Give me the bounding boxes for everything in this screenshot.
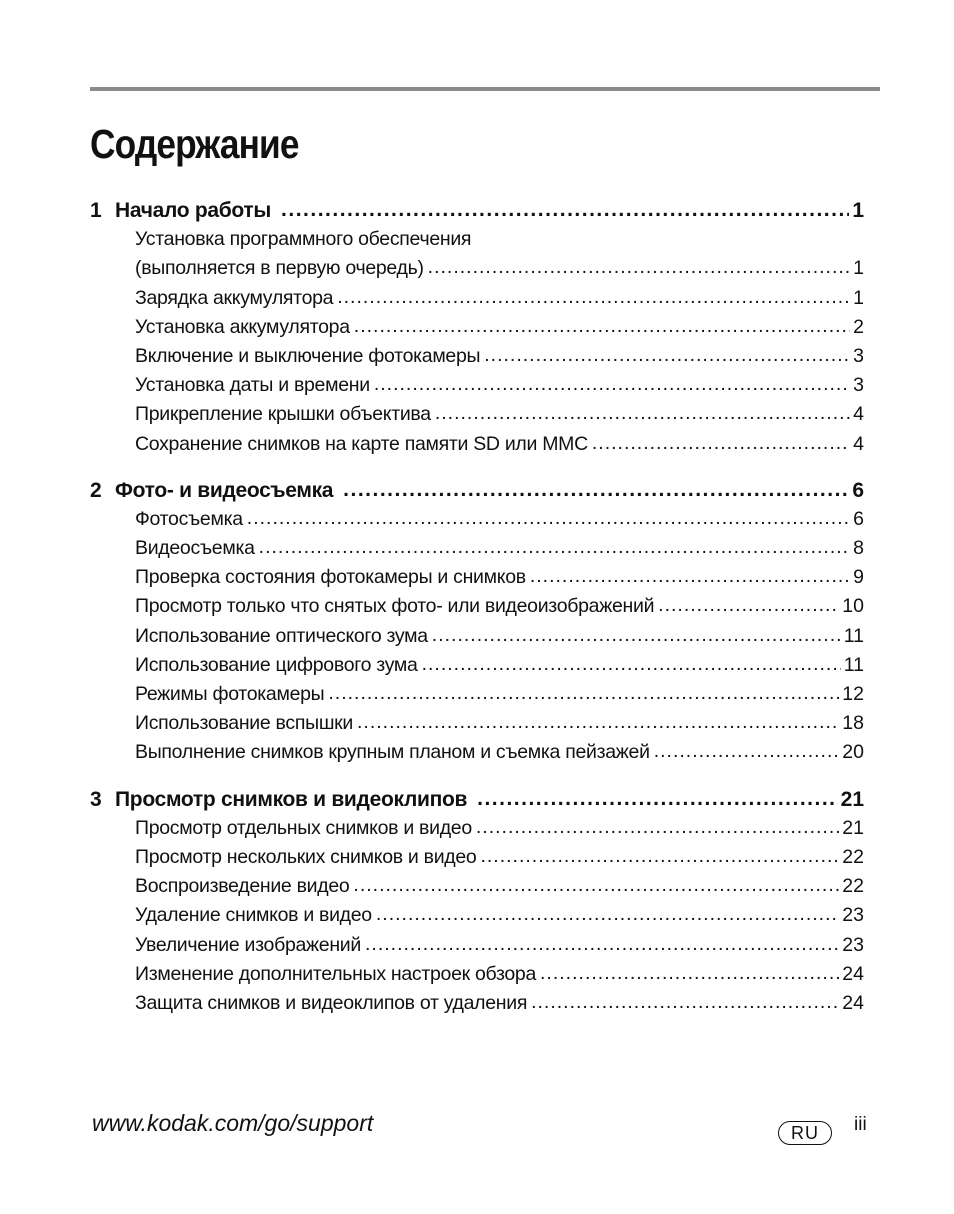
dot-leader xyxy=(353,871,839,900)
toc-entry-page: 22 xyxy=(842,875,864,898)
toc-entry-page: 2 xyxy=(853,315,864,338)
support-url-link[interactable]: www.kodak.com/go/support xyxy=(92,1110,374,1136)
toc-entry-label: Прикрепление крышки объектива xyxy=(135,403,431,426)
toc-entry-page: 9 xyxy=(853,566,864,589)
toc-entry[interactable] xyxy=(90,814,864,843)
dot-leader xyxy=(480,842,839,871)
toc-entry[interactable] xyxy=(90,709,864,738)
toc-entry-page: 22 xyxy=(842,845,864,868)
dot-leader xyxy=(428,253,850,282)
toc-entry-page: 11 xyxy=(843,624,864,647)
toc-entry-page: 1 xyxy=(853,286,864,309)
toc-entry-page: 23 xyxy=(842,933,864,956)
chapter-number: 1 xyxy=(90,199,102,222)
toc-entry[interactable] xyxy=(90,225,864,254)
dot-leader xyxy=(540,959,839,988)
toc-entry[interactable] xyxy=(90,738,864,767)
toc-entry[interactable] xyxy=(90,960,864,989)
chapter-page-number: 1 xyxy=(852,199,864,222)
dot-leader xyxy=(259,533,850,562)
dot-leader xyxy=(337,283,850,312)
chapter-title: Просмотр снимков и видеоклипов xyxy=(115,787,468,811)
dot-leader xyxy=(376,900,839,929)
dot-leader xyxy=(658,591,839,620)
toc-entry[interactable] xyxy=(90,430,864,459)
toc-entry[interactable] xyxy=(90,872,864,901)
dot-leader xyxy=(654,737,840,766)
chapter-page-number: 21 xyxy=(840,787,864,811)
toc-entry-page: 3 xyxy=(853,344,864,367)
toc-entry-page: 8 xyxy=(853,537,864,560)
dot-leader xyxy=(247,504,850,533)
toc-entry[interactable] xyxy=(90,534,864,563)
toc-entry-label: Просмотр отдельных снимков и видео xyxy=(135,816,472,839)
toc-entry-page: 21 xyxy=(842,816,864,839)
page-number: iii xyxy=(854,1114,867,1135)
dot-leader xyxy=(592,429,850,458)
chapter-heading[interactable] xyxy=(90,476,864,505)
dot-leader xyxy=(477,784,838,813)
toc-entry-label: Сохранение снимков на карте памяти SD или MMC xyxy=(135,432,588,455)
chapter-title: Фото- и видеосъемка xyxy=(115,478,334,502)
toc-entry-page: 11 xyxy=(843,653,864,676)
chapter-page-number: 6 xyxy=(852,478,864,502)
dot-leader xyxy=(531,988,839,1017)
toc-entry-label: Установка аккумулятора xyxy=(135,315,350,338)
toc-entry-label: Выполнение снимков крупным планом и съемка пейзажей xyxy=(135,741,650,764)
chapter-3 xyxy=(90,785,864,1019)
chapter-title: Начало работы xyxy=(115,199,272,222)
dot-leader xyxy=(354,312,850,341)
toc-entry-page: 1 xyxy=(853,257,864,280)
toc-entry[interactable] xyxy=(90,505,864,534)
toc-entry[interactable] xyxy=(90,931,864,960)
dot-leader xyxy=(281,195,849,224)
toc-entry[interactable] xyxy=(90,313,864,342)
toc-entry-label: Проверка состояния фотокамеры и снимков xyxy=(135,566,526,589)
toc-entry-label: Видеосъемка xyxy=(135,537,255,560)
toc-entry-label: Зарядка аккумулятора xyxy=(135,286,334,309)
toc-entry[interactable] xyxy=(90,651,864,680)
toc-entry-label: Фотосъемка xyxy=(135,507,243,530)
toc-entry-page: 20 xyxy=(842,741,864,764)
toc-entry-label: Использование оптического зума xyxy=(135,624,428,647)
toc-entry[interactable] xyxy=(90,989,864,1018)
toc-entry[interactable] xyxy=(90,680,864,709)
page-title: Содержание xyxy=(90,121,299,167)
toc-entry[interactable] xyxy=(90,563,864,592)
toc-entry[interactable] xyxy=(90,254,864,283)
toc-entry-label: Увеличение изображений xyxy=(135,933,361,956)
top-rule xyxy=(90,87,880,91)
dot-leader xyxy=(435,399,850,428)
toc-entry-label: Воспроизведение видео xyxy=(135,875,350,898)
toc-entry-page: 3 xyxy=(853,374,864,397)
toc-entry-page: 6 xyxy=(853,507,864,530)
dot-leader xyxy=(343,475,849,504)
toc-entry-label: Использование вспышки xyxy=(135,712,353,735)
toc-entry[interactable] xyxy=(90,284,864,313)
chapter-1 xyxy=(90,196,864,459)
dot-leader xyxy=(328,679,839,708)
toc-entry[interactable] xyxy=(90,622,864,651)
toc-entry-label: Режимы фотокамеры xyxy=(135,683,325,705)
toc-entry-label: Просмотр нескольких снимков и видео xyxy=(135,845,477,868)
toc-entry-label: (выполняется в первую очередь) xyxy=(135,257,424,280)
toc-entry[interactable] xyxy=(90,400,864,429)
chapter-2 xyxy=(90,476,864,768)
toc-entry-label: Удаление снимков и видео xyxy=(135,904,372,927)
toc-entry-label: Установка программного обеспечения xyxy=(135,228,472,251)
toc-entry[interactable] xyxy=(90,592,864,621)
table-of-contents xyxy=(90,196,864,1035)
chapter-number: 3 xyxy=(90,787,102,811)
toc-entry-page: 24 xyxy=(842,991,864,1014)
dot-leader xyxy=(374,370,850,399)
dot-leader xyxy=(357,708,839,737)
toc-entry-label: Установка даты и времени xyxy=(135,374,370,397)
toc-entry-label: Защита снимков и видеоклипов от удаления xyxy=(135,991,528,1014)
toc-entry-page: 10 xyxy=(842,595,864,618)
toc-entry-label: Просмотр только что снятых фото- или видеоизображений xyxy=(135,595,655,618)
toc-entry-label: Использование цифрового зума xyxy=(135,653,418,676)
toc-entry-page: 4 xyxy=(853,403,864,426)
chapter-heading[interactable] xyxy=(90,196,864,225)
toc-entry-page: 18 xyxy=(842,712,864,735)
toc-entry-page: 4 xyxy=(853,432,864,455)
dot-leader xyxy=(432,621,841,650)
language-badge: RU xyxy=(778,1121,832,1145)
toc-entry-page: 24 xyxy=(842,962,864,985)
toc-entry[interactable] xyxy=(90,342,864,371)
chapter-number: 2 xyxy=(90,478,102,502)
dot-leader xyxy=(476,813,839,842)
chapter-heading[interactable] xyxy=(90,785,864,814)
dot-leader xyxy=(422,650,841,679)
toc-entry[interactable] xyxy=(90,843,864,872)
toc-entry[interactable] xyxy=(90,371,864,400)
toc-entry-label: Включение и выключение фотокамеры xyxy=(135,344,481,367)
toc-entry-page: 12 xyxy=(842,683,864,705)
toc-entry-label: Изменение дополнительных настроек обзора xyxy=(135,962,537,985)
toc-entry-page: 23 xyxy=(842,904,864,927)
dot-leader xyxy=(365,930,839,959)
dot-leader xyxy=(484,341,850,370)
dot-leader xyxy=(530,562,850,591)
toc-entry[interactable] xyxy=(90,901,864,930)
